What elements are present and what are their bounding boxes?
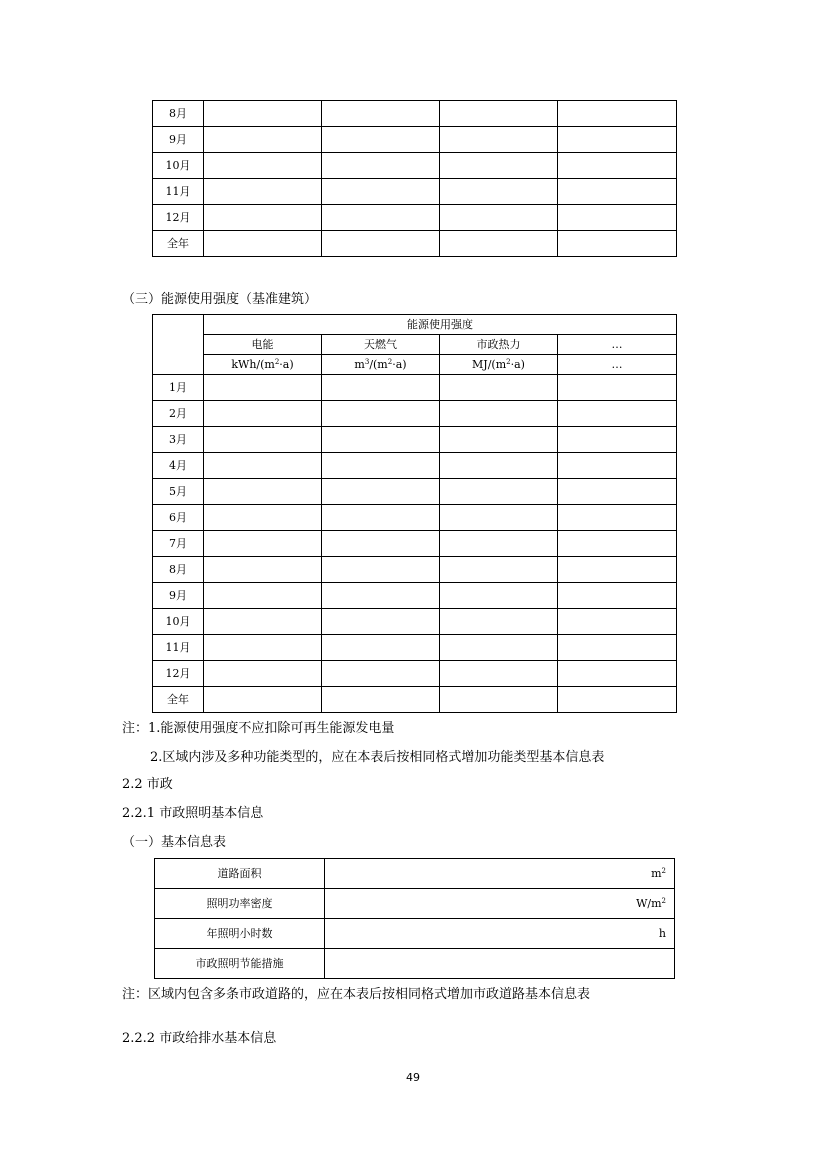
empty-cell (204, 687, 322, 713)
row-label: 6月 (153, 505, 204, 531)
empty-cell (558, 557, 677, 583)
empty-cell (322, 453, 440, 479)
field-label: 年照明小时数 (155, 919, 325, 949)
field-value (325, 919, 675, 949)
row-label: 12月 (153, 661, 204, 687)
row-label: 5月 (153, 479, 204, 505)
row-label: 4月 (153, 453, 204, 479)
unit-cell: $MJ/(m^2\cdot a)$ (440, 355, 558, 375)
empty-cell (440, 427, 558, 453)
empty-cell (440, 635, 558, 661)
table-row (153, 609, 677, 635)
subheading-basic-info: （一）基本信息表 (122, 835, 227, 850)
field-value (325, 859, 675, 889)
empty-cell (204, 583, 322, 609)
table-row (153, 661, 677, 687)
empty-cell (322, 583, 440, 609)
empty-cell (558, 583, 677, 609)
table-row (153, 557, 677, 583)
empty-cell (558, 661, 677, 687)
empty-cell (322, 635, 440, 661)
empty-cell (204, 375, 322, 401)
empty-cell (204, 101, 322, 127)
empty-cell (558, 505, 677, 531)
empty-cell (558, 179, 677, 205)
table-row (153, 153, 677, 179)
empty-cell (322, 531, 440, 557)
unit-label: h (658, 927, 666, 940)
row-label: 10月 (153, 609, 204, 635)
note-3: 注：区域内包含多条市政道路的，应在本表后按相同格式增加市政道路基本信息表 (122, 987, 591, 1002)
empty-cell (322, 153, 440, 179)
empty-cell (440, 127, 558, 153)
empty-cell (204, 531, 322, 557)
empty-cell (558, 531, 677, 557)
empty-cell (322, 687, 440, 713)
empty-cell (440, 101, 558, 127)
row-label: 11月 (153, 635, 204, 661)
empty-cell (204, 231, 322, 257)
unit-label: m (651, 867, 662, 880)
column-header: 天燃气 (322, 335, 440, 355)
empty-cell (558, 153, 677, 179)
row-label: 2月 (153, 401, 204, 427)
empty-cell (322, 179, 440, 205)
empty-cell (204, 453, 322, 479)
heading-2-2-1: 2.2.1 市政照明基本信息 (122, 806, 264, 821)
column-header: … (558, 335, 677, 355)
row-label: 8月 (153, 101, 204, 127)
table-row (153, 179, 677, 205)
unit-label: W/m (636, 897, 662, 910)
table-row (155, 859, 675, 889)
empty-cell (440, 231, 558, 257)
empty-cell (440, 583, 558, 609)
field-label: 照明功率密度 (155, 889, 325, 919)
empty-cell (440, 453, 558, 479)
unit-cell: $m^3/(m^2\cdot a)$ (322, 355, 440, 375)
monthly-table-continued (152, 100, 677, 257)
empty-cell (204, 427, 322, 453)
table-row (155, 919, 675, 949)
empty-cell (558, 375, 677, 401)
field-label: 道路面积 (155, 859, 325, 889)
empty-cell (440, 153, 558, 179)
empty-cell (558, 127, 677, 153)
empty-cell (322, 609, 440, 635)
empty-cell (440, 179, 558, 205)
empty-cell (322, 231, 440, 257)
empty-cell (558, 453, 677, 479)
table-row (153, 687, 677, 713)
note-2: 2.区域内涉及多种功能类型的，应在本表后按相同格式增加功能类型基本信息表 (150, 750, 605, 765)
unit-exponent: 2 (661, 867, 666, 875)
empty-cell (440, 661, 558, 687)
empty-cell (440, 609, 558, 635)
heading-2-2-2: 2.2.2 市政给排水基本信息 (122, 1031, 277, 1046)
empty-cell (440, 687, 558, 713)
empty-cell (204, 127, 322, 153)
column-header: 市政热力 (440, 335, 558, 355)
unit-cell: kWh/$(m^2\cdot a)$ (204, 355, 322, 375)
table-row (153, 401, 677, 427)
empty-cell (558, 401, 677, 427)
empty-cell (322, 661, 440, 687)
empty-cell (204, 661, 322, 687)
empty-cell (322, 401, 440, 427)
table-row (153, 101, 677, 127)
row-label: 12月 (153, 205, 204, 231)
row-label: 7月 (153, 531, 204, 557)
empty-cell (558, 231, 677, 257)
empty-cell (204, 505, 322, 531)
empty-cell (322, 101, 440, 127)
empty-cell (440, 375, 558, 401)
field-label: 市政照明节能措施 (155, 949, 325, 979)
unit-exponent: 2 (661, 897, 666, 905)
empty-cell (322, 557, 440, 583)
table-row (153, 583, 677, 609)
empty-cell (204, 609, 322, 635)
table-row (153, 375, 677, 401)
row-label: 全年 (153, 687, 204, 713)
empty-cell (204, 635, 322, 661)
table-row (155, 889, 675, 919)
table-row (153, 635, 677, 661)
table-row (153, 427, 677, 453)
empty-cell (322, 427, 440, 453)
field-value (325, 889, 675, 919)
table-row (153, 231, 677, 257)
note-1: 注：1.能源使用强度不应扣除可再生能源发电量 (122, 721, 395, 736)
empty-cell (558, 427, 677, 453)
empty-cell (204, 205, 322, 231)
empty-cell (440, 205, 558, 231)
field-value (325, 949, 675, 979)
empty-cell (558, 635, 677, 661)
row-label: 8月 (153, 557, 204, 583)
empty-cell (322, 479, 440, 505)
row-label: 10月 (153, 153, 204, 179)
row-label: 3月 (153, 427, 204, 453)
corner-cell (153, 315, 204, 375)
table-row (153, 505, 677, 531)
empty-cell (440, 557, 558, 583)
column-header: 电能 (204, 335, 322, 355)
empty-cell (440, 401, 558, 427)
empty-cell (204, 401, 322, 427)
table-row (153, 127, 677, 153)
page-number: 49 (406, 1071, 420, 1084)
energy-intensity-table (152, 314, 677, 713)
heading-2-2: 2.2 市政 (122, 777, 173, 792)
empty-cell (322, 127, 440, 153)
row-label: 1月 (153, 375, 204, 401)
row-label: 9月 (153, 127, 204, 153)
row-label: 9月 (153, 583, 204, 609)
table-row (153, 453, 677, 479)
empty-cell (558, 101, 677, 127)
empty-cell (204, 179, 322, 205)
empty-cell (558, 687, 677, 713)
group-header: 能源使用强度 (204, 315, 677, 335)
empty-cell (558, 205, 677, 231)
empty-cell (440, 531, 558, 557)
empty-cell (204, 479, 322, 505)
empty-cell (204, 557, 322, 583)
row-label: 11月 (153, 179, 204, 205)
empty-cell (322, 205, 440, 231)
empty-cell (558, 609, 677, 635)
empty-cell (322, 375, 440, 401)
row-label: 全年 (153, 231, 204, 257)
table-row (153, 205, 677, 231)
table-row (153, 531, 677, 557)
empty-cell (440, 479, 558, 505)
empty-cell (558, 479, 677, 505)
table-row (155, 949, 675, 979)
unit-cell: … (558, 355, 677, 375)
empty-cell (204, 153, 322, 179)
empty-cell (440, 505, 558, 531)
section-title-energy-intensity: （三）能源使用强度（基准建筑） (122, 292, 318, 307)
table-row (153, 479, 677, 505)
lighting-info-table (154, 858, 675, 979)
empty-cell (322, 505, 440, 531)
